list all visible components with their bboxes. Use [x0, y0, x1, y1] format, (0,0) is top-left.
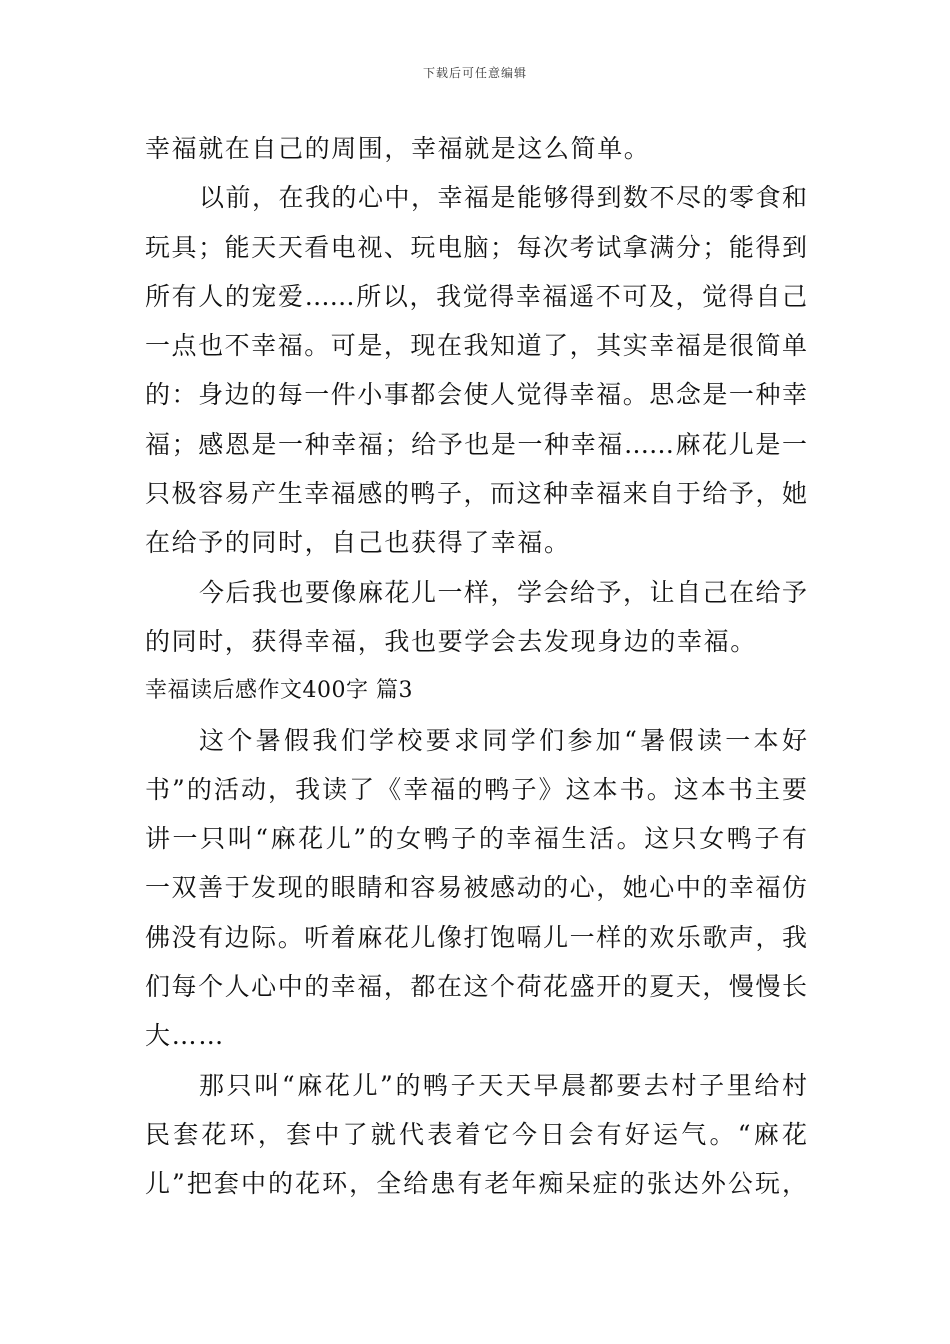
page-header-note: 下载后可任意编辑 [422, 66, 527, 80]
text-line: 们每个人心中的幸福，都在这个荷花盛开的夏天，慢慢长 [145, 972, 807, 1002]
paragraph-first-line: 今后我也要像麻花儿一样，学会给予，让自己在给予 [199, 577, 807, 607]
text-line: 一双善于发现的眼睛和容易被感动的心，她心中的幸福仿 [145, 873, 807, 903]
text-line: 书”的活动，我读了《幸福的鸭子》这本书。这本书主要 [145, 774, 807, 804]
document-body [145, 124, 807, 1209]
paragraph-first-line: 这个暑假我们学校要求同学们参加“暑假读一本好 [199, 725, 807, 755]
text-line: 福；感恩是一种幸福；给予也是一种幸福……麻花儿是一 [145, 429, 807, 459]
paragraph-first-line: 以前，在我的心中，幸福是能够得到数不尽的零食和 [199, 183, 807, 213]
paragraph-first-line: 那只叫“麻花儿”的鸭子天天早晨都要去村子里给村 [199, 1070, 807, 1100]
text-line: 一点也不幸福。可是，现在我知道了，其实幸福是很简单 [145, 331, 807, 361]
text-line: 的同时，获得幸福，我也要学会去发现身边的幸福。 [145, 626, 757, 656]
text-line: 儿”把套中的花环，全给患有老年痴呆症的张达外公玩， [145, 1169, 807, 1199]
text-line: 所有人的宠爱……所以，我觉得幸福遥不可及，觉得自己 [145, 281, 807, 311]
section-heading: 幸福读后感作文400字 篇3 [145, 678, 413, 704]
text-line: 讲一只叫“麻花儿”的女鸭子的幸福生活。这只女鸭子有 [145, 824, 807, 854]
text-line: 大…… [145, 1021, 225, 1051]
text-line: 佛没有边际。听着麻花儿像打饱嗝儿一样的欢乐歌声，我 [145, 922, 807, 952]
text-line: 在给予的同时，自己也获得了幸福。 [145, 528, 571, 558]
text-line: 玩具；能天天看电视、玩电脑；每次考试拿满分；能得到 [145, 232, 807, 262]
text-line: 幸福就在自己的周围，幸福就是这么简单。 [145, 134, 651, 163]
text-line: 民套花环，套中了就代表着它今日会有好运气。“麻花 [145, 1119, 807, 1149]
text-line: 只极容易产生幸福感的鸭子，而这种幸福来自于给予，她 [145, 479, 807, 509]
text-line: 的：身边的每一件小事都会使人觉得幸福。思念是一种幸 [145, 380, 807, 410]
